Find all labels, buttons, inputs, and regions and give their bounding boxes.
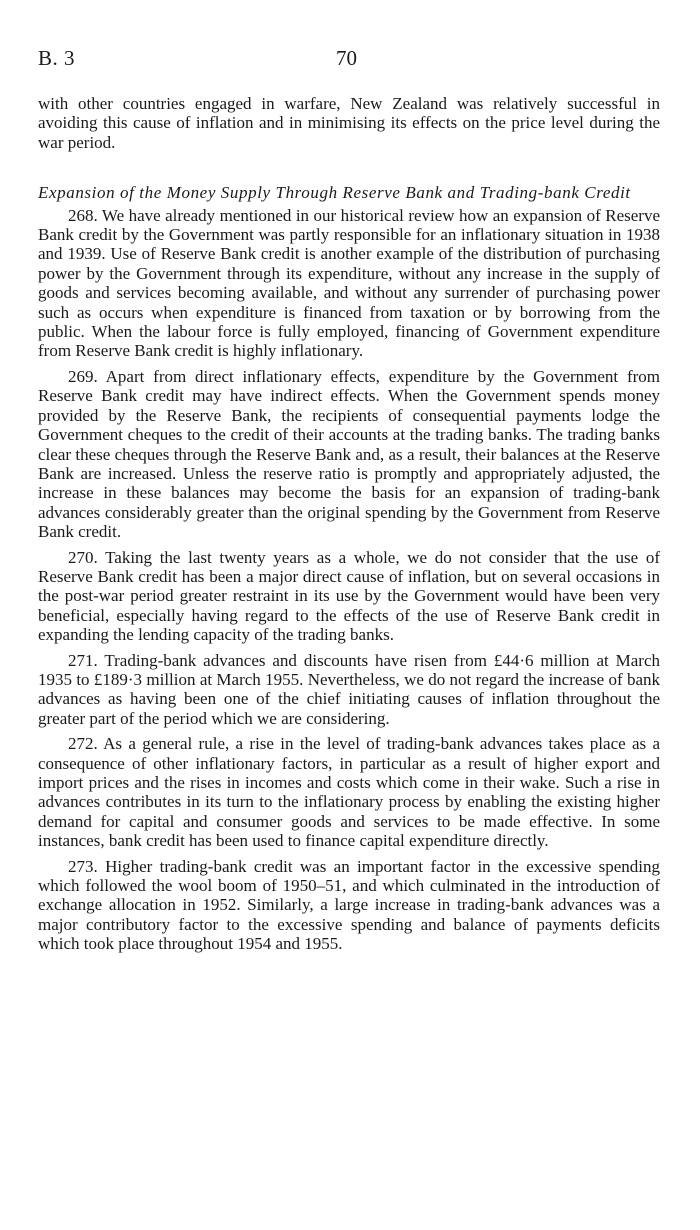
document-page [38, 0, 660, 954]
paragraph-number: 273. [68, 856, 98, 876]
paragraph-number: 268. [68, 205, 98, 225]
page-header [38, 0, 660, 80]
paragraph-number: 272. [68, 734, 98, 754]
paragraph-text: We have already mentioned in our historical review how an expansion of Reserve Bank credit by the Government was partly responsible for an inflationary situation in 1938 and 1939. Use of Reserve Bank credit is another example of the distribution of purchasing power by the Government through its expenditure, without any increase in the supply of goods and services becoming available, and without any surrender of purchasing power such as occurs when expenditure is financed from taxation or by borrowing from the public. When the labour force is fully employed, financing of Government expenditure from Reserve Bank credit is highly inflationary. [38, 205, 660, 361]
paragraph-268 [38, 206, 660, 361]
page-number: 70 [336, 46, 357, 70]
paragraph-text: Higher trading-bank credit was an important factor in the excessive spending which followed the wool boom of 1950–51, and which culminated in the introduction of exchange allocation in 1952. Similarly, a large increase in trading-bank advances was a major contributory factor to the excessive spending and balance of payments deficits which took place throughout 1954 and 1955. [38, 856, 660, 954]
paragraph-text: Taking the last twenty years as a whole, we do not consider that the use of Reserve Bank credit has been a major direct cause of inflation, but on several occasions in the post-war period greater restraint in its use by the Government would have been very beneficial, especially having regard to the effects of the use of Reserve Bank credit in expanding the lending capacity of the trading banks. [38, 547, 660, 645]
paragraph-text: As a general rule, a rise in the level of trading-bank advances takes place as a consequence of other inflationary factors, in particular as a result of higher export and import prices and the rises in incomes and costs which come in their wake. Such a rise in advances contributes in its turn to the inflationary process by enabling the existing higher demand for capital and consumer goods and services to be made effective. In some instances, bank credit has been used to finance capital expenditure directly. [38, 734, 661, 851]
paragraph-number: 270. [68, 547, 98, 567]
section-heading: Expansion of the Money Supply Through Reserve Bank and Trading-bank Credit [38, 183, 631, 203]
paragraph-number: 269. [68, 366, 98, 386]
paragraph-text: Apart from direct inflationary effects, expenditure by the Government from Reserve Bank credit may have indirect effects. When the Government spends money provided by the Reserve Bank, the recipients of consequential payments lodge the Government cheques to the credit of their accounts at the trading banks. The trading banks clear these cheques through the Reserve Bank and, as a result, their balances at the Reserve Bank are increased. Unless the reserve ratio is promptly and appropriately adjusted, the increase in these balances may become the basis for an expansion of trading-bank advances considerably greater than the original spending by the Government from Reserve Bank credit. [38, 366, 661, 542]
paragraph-269 [38, 367, 660, 542]
paragraph-270 [38, 548, 660, 645]
paragraph-number: 271. [68, 650, 98, 670]
paragraph-list [38, 206, 660, 954]
document-reference: B. 3 [38, 46, 76, 70]
paragraph-text: Trading-bank advances and discounts have risen from £44·6 million at March 1935 to £189·3 million at March 1955. Nevertheless, we do not regard the increase of bank advances as having been one of the chief initiating causes of inflation throughout the greater part of the period which we are considering. [38, 650, 660, 728]
paragraph-271 [38, 651, 660, 729]
paragraph-272 [38, 734, 660, 850]
paragraph-273 [38, 857, 660, 954]
continued-paragraph: with other countries engaged in warfare, New Zealand was relatively successful in avoiding this cause of inflation and in minimising its effects on the price level during the war period. [38, 94, 660, 152]
